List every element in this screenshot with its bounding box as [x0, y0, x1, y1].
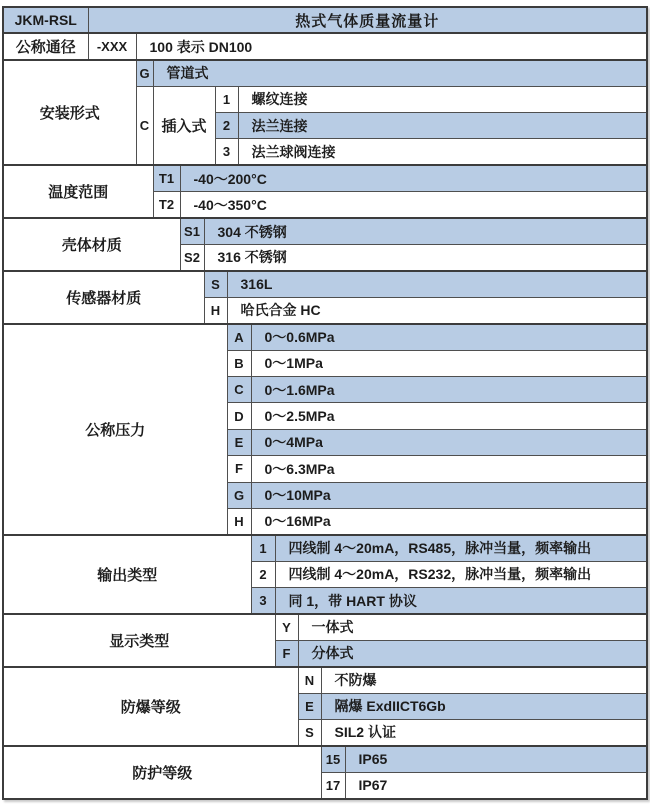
option-desc-cell: 四线制 4～20mA，RS232，脉冲当量，频率输出	[275, 561, 647, 587]
option-code-cell: 15	[321, 746, 345, 772]
option-code-cell: S1	[180, 218, 204, 244]
option-code-cell: F	[275, 640, 298, 666]
option-desc-cell: 同 1，带 HART 协议	[275, 588, 647, 614]
option-desc-cell: 0～16MPa	[251, 508, 647, 534]
section-label-cell: 防爆等级	[3, 667, 298, 746]
option-code-cell: H	[204, 297, 227, 323]
table-row	[3, 33, 647, 59]
option-desc-cell: 100 表示 DN100	[136, 33, 647, 59]
option-code-cell: E	[227, 429, 251, 455]
section-label-cell: 输出类型	[3, 535, 251, 614]
table-row	[3, 271, 647, 297]
option-code-cell: N	[298, 667, 321, 693]
option-code-cell: B	[227, 350, 251, 376]
option-desc-cell: 管道式	[153, 60, 647, 86]
option-desc-cell: 法兰球阀连接	[238, 139, 647, 165]
option-desc-cell: IP65	[345, 746, 647, 772]
option-desc-cell: 0～6.3MPa	[251, 456, 647, 482]
section-label-cell: 显示类型	[3, 614, 275, 667]
option-desc-cell: 螺纹连接	[238, 86, 647, 112]
section-label-cell: 公称通径	[3, 33, 88, 59]
option-desc-cell: 304 不锈钢	[204, 218, 647, 244]
option-desc-cell: -40～200°C	[180, 165, 647, 191]
option-desc-cell: IP67	[345, 772, 647, 799]
option-code-cell: -XXX	[88, 33, 136, 59]
option-desc-cell: 法兰连接	[238, 113, 647, 139]
option-desc-cell: 0～10MPa	[251, 482, 647, 508]
option-desc-cell: 0～4MPa	[251, 429, 647, 455]
option-code-cell: G	[227, 482, 251, 508]
option-code-cell: T1	[153, 165, 180, 191]
option-code-cell: G	[136, 60, 153, 86]
table-row	[3, 535, 647, 561]
option-code-cell: 2	[215, 113, 238, 139]
section-label-cell: 壳体材质	[3, 218, 180, 271]
option-desc-cell: 不防爆	[321, 667, 647, 693]
option-desc-cell: 0～2.5MPa	[251, 403, 647, 429]
option-code-cell: E	[298, 693, 321, 719]
option-code-cell: T2	[153, 192, 180, 218]
section-label-cell: 传感器材质	[3, 271, 204, 324]
option-desc-cell: 0～0.6MPa	[251, 324, 647, 350]
model-code-cell: JKM-RSL	[3, 7, 88, 33]
option-desc-cell: 分体式	[298, 640, 647, 666]
option-code-cell: D	[227, 403, 251, 429]
option-code-cell: A	[227, 324, 251, 350]
table-row	[3, 7, 647, 33]
option-code-cell: 3	[215, 139, 238, 165]
table-row	[3, 614, 647, 640]
product-title-cell: 热式气体质量流量计	[88, 7, 647, 33]
table-row	[3, 165, 647, 191]
section-label-cell: 温度范围	[3, 165, 153, 218]
sub-label-cell: 插入式	[153, 86, 215, 165]
table-row	[3, 60, 647, 86]
table-row	[3, 324, 647, 350]
model-selection-table	[2, 6, 648, 800]
option-code-cell: 1	[251, 535, 275, 561]
option-desc-cell: 316 不锈钢	[204, 245, 647, 271]
section-label-cell: 防护等级	[3, 746, 321, 799]
table-row	[3, 667, 647, 693]
option-desc-cell: -40～350°C	[180, 192, 647, 218]
table-row	[3, 746, 647, 772]
option-code-cell: S	[298, 720, 321, 746]
option-desc-cell: 哈氏合金 HC	[227, 297, 647, 323]
option-code-cell: H	[227, 508, 251, 534]
option-code-cell: F	[227, 456, 251, 482]
option-desc-cell: 四线制 4～20mA，RS485，脉冲当量，频率输出	[275, 535, 647, 561]
option-desc-cell: 一体式	[298, 614, 647, 640]
option-code-cell: C	[227, 376, 251, 402]
option-desc-cell: 0～1MPa	[251, 350, 647, 376]
table-row	[3, 218, 647, 244]
option-code-cell: Y	[275, 614, 298, 640]
option-desc-cell: 隔爆 ExdIICT6Gb	[321, 693, 647, 719]
option-code-cell: 3	[251, 588, 275, 614]
sub-code-cell: C	[136, 86, 153, 165]
option-code-cell: 17	[321, 772, 345, 799]
option-desc-cell: 316L	[227, 271, 647, 297]
option-code-cell: S	[204, 271, 227, 297]
option-code-cell: S2	[180, 245, 204, 271]
option-code-cell: 1	[215, 86, 238, 112]
section-label-cell: 安装形式	[3, 60, 136, 166]
section-label-cell: 公称压力	[3, 324, 227, 535]
option-desc-cell: SIL2 认证	[321, 720, 647, 746]
option-code-cell: 2	[251, 561, 275, 587]
option-desc-cell: 0～1.6MPa	[251, 376, 647, 402]
